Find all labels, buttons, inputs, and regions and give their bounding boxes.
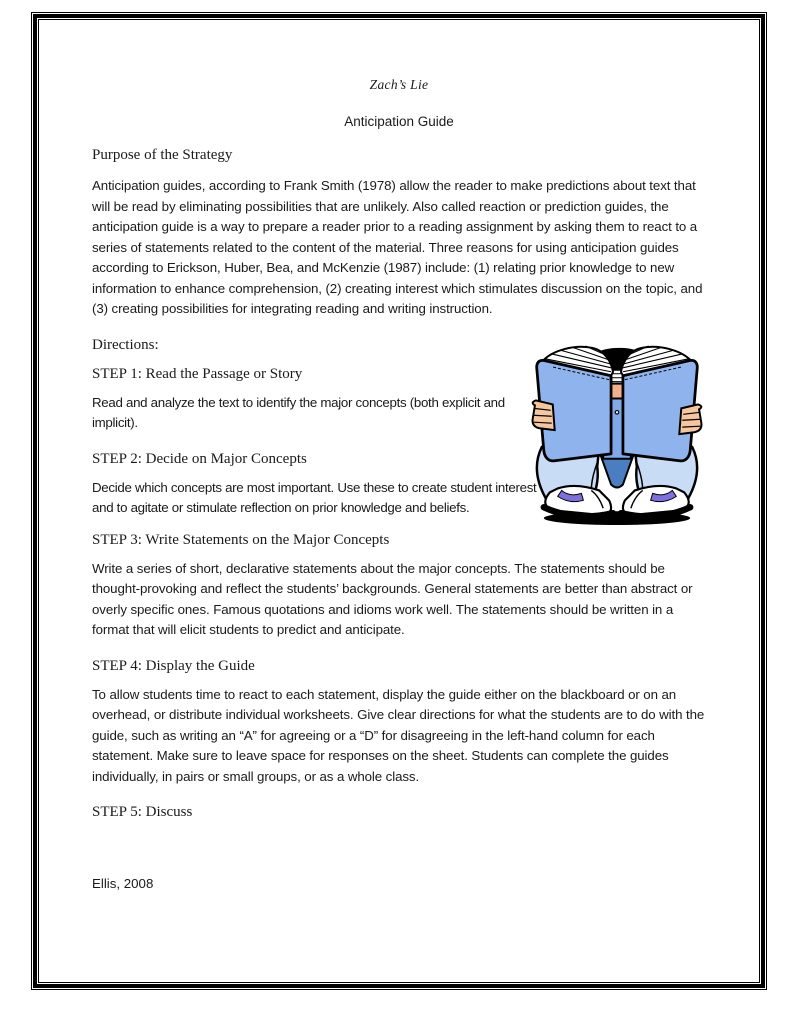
page-border: [31, 12, 767, 990]
document-content: [39, 20, 759, 893]
right-hand: [679, 404, 701, 434]
left-hand: [533, 400, 555, 430]
document-page: [38, 19, 760, 983]
step-3-body: Write a series of short, declarative statements about the major concepts. The statements should be thought-provoking and reflect the students’ backgrounds. General statements are better than abstract or overly specific ones. Famous quotations and idioms work well. The statements should be written in a format that will elicit students to predict and anticipate.: [92, 560, 693, 637]
purpose-heading: Purpose of the Strategy: [92, 147, 233, 163]
directions-section: [92, 336, 706, 519]
step-2-heading: STEP 2: Decide on Major Concepts: [92, 450, 307, 467]
page-border-thick-line: [33, 14, 765, 988]
step-4-body: To allow students time to react to each statement, display the guide either on the blackboard or on an overhead, or distribute individual worksheets. Give clear directions for what the students are to do with the guide, such as writing an “A” for agreeing or a “D” for disagreeing in the left-hand column for each statement. Make sure to leave space for responses on the sheet. Students can complete the guides individually, in pairs or small groups, or as a whole class.: [92, 686, 705, 784]
seat: [601, 456, 633, 487]
step-4-heading: STEP 4: Display the Guide: [92, 657, 255, 674]
child-reading-book-clipart: [528, 345, 706, 535]
step-3-heading: STEP 3: Write Statements on the Major Concepts: [92, 531, 390, 548]
directions-heading: Directions:: [92, 336, 159, 353]
right-shoe: [621, 485, 690, 516]
step-1-body: Read and analyze the text to identify the major concepts (both explicit and implicit).: [92, 394, 505, 430]
left-shoe: [544, 485, 613, 516]
document-subtitle: Anticipation Guide: [344, 114, 454, 129]
step-1-heading: STEP 1: Read the Passage or Story: [92, 365, 303, 382]
purpose-paragraph: Anticipation guides, according to Frank Smith (1978) allow the reader to make predictions about text that will be read by eliminating possibilities that are unlikely. Also called reaction or prediction guides, the anticipation guide is a way to prepare a reader prior to a reading assignment by asking them to react to a series of statements related to the content of the material. Three reasons for using anticipation guides according to Erickson, Huber, Bea, and McKenzie (1987) include: (1) relating prior knowledge to new information to enhance comprehension, (2) creating interest which stimulates discussion on the topic, and (3) creating possibilities for integrating reading and writing instruction.: [92, 178, 703, 316]
step-5-heading: STEP 5: Discuss: [92, 804, 193, 820]
credit-line: Ellis, 2008: [92, 876, 154, 891]
document-title: Zach’s Lie: [369, 77, 429, 92]
step-2-body: Decide which concepts are most important. Use these to create student interest and to agitate or stimulate reflection on prior knowledge and beliefs.: [92, 479, 537, 515]
